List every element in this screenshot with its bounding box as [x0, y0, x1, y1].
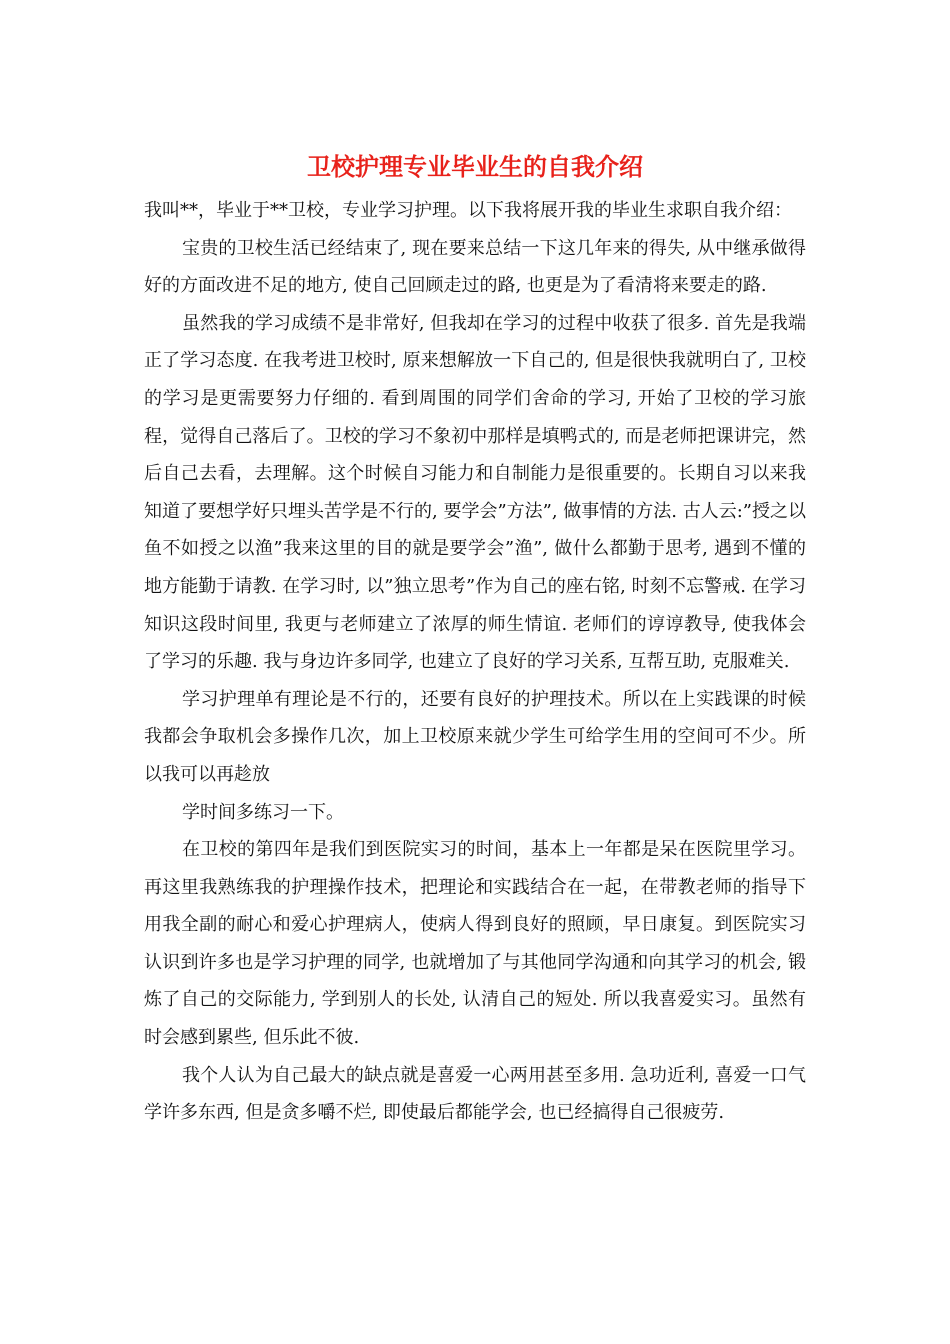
- paragraph-internship: 在卫校的第四年是我们到医院实习的时间，基本上一年都是呆在医院里学习。再这里我熟练我的护理操作技术，把理论和实践结合在一起，在带教老师的指导下用我全副的耐心和爱心护理病人，使病人得到良好的照顾，早日康复。到医院实习认识到许多也是学习护理的同学, 也就增加了与其他同学沟通和向其学习的机会, 锻炼了自己的交际能力, 学到别人的长处, 认清自己的短处. 所以我喜爱实习。虽然有时会感到累些, 但乐此不彼.: [144, 839, 806, 1049]
- paragraph-practice-continued: 学时间多练习一下。: [182, 801, 344, 823]
- document-body: [144, 192, 806, 1132]
- paragraph-weakness: 我个人认为自己最大的缺点就是喜爱一心两用甚至多用. 急功近利, 喜爱一口气学许多东西, 但是贪多嚼不烂, 即使最后都能学会, 也已经搞得自己很疲劳.: [144, 1064, 806, 1124]
- document-title: 卫校护理专业毕业生的自我介绍: [307, 152, 643, 181]
- intro-paragraph: 我叫**，毕业于**卫校，专业学习护理。以下我将展开我的毕业生求职自我介绍：: [144, 200, 792, 221]
- paragraph-summary: 宝贵的卫校生活已经结束了, 现在要来总结一下这几年来的得失, 从中继承做得好的方面改进不足的地方, 使自己回顾走过的路, 也更是为了看清将来要走的路.: [144, 237, 806, 297]
- paragraph-study: 虽然我的学习成绩不是非常好, 但我却在学习的过程中收获了很多. 首先是我端正了学习态度. 在我考进卫校时, 原来想解放一下自己的, 但是很快我就明白了, 卫校的学习是更需要努力仔细的. 看到周围的同学们舍命的学习, 开始了卫校的学习旅程，觉得自己落后了。卫校的学习不象初中那样是填鸭式的, 而是老师把课讲完，然后自己去看，去理解。这个时候自习能力和自制能力是很重要的。长期自习以来我知道了要想学好只埋头苦学是不行的, 要学会”方法”, 做事情的方法. 古人云:”授之以鱼不如授之以渔”我来这里的目的就是要学会”渔”, 做什么都勤于思考, 遇到不懂的地方能勤于请教. 在学习时, 以”独立思考”作为自己的座右铭, 时刻不忘警戒. 在学习知识这段时间里, 我更与老师建立了浓厚的师生情谊. 老师们的谆谆教导, 使我体会了学习的乐趣. 我与身边许多同学, 也建立了良好的学习关系, 互帮互助, 克服难关.: [144, 312, 806, 673]
- paragraph-practice: 学习护理单有理论是不行的，还要有良好的护理技术。所以在上实践课的时候我都会争取机会多操作几次，加上卫校原来就少学生可给学生用的空间可不少。所以我可以再趁放: [144, 688, 806, 785]
